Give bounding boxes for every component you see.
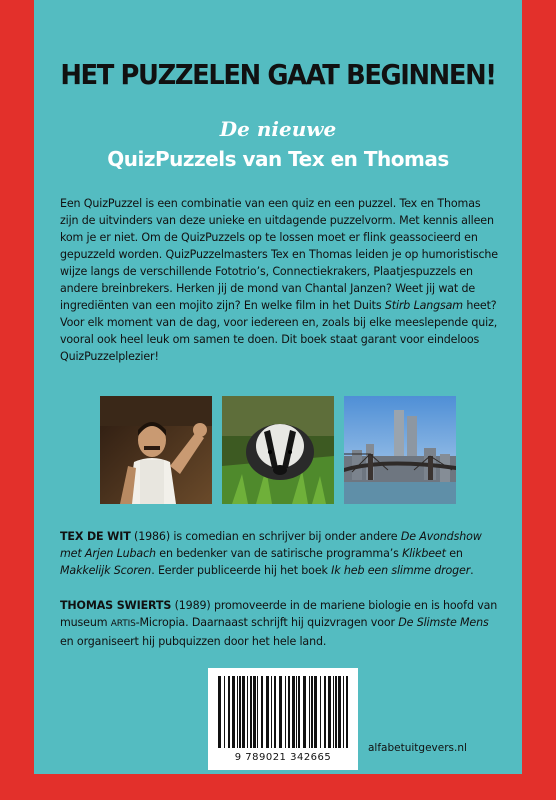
barcode-bar	[346, 676, 348, 748]
barcode-bar	[328, 676, 331, 748]
barcode-bar	[338, 676, 341, 748]
bio-thomas-name: THOMAS SWIERTS	[60, 599, 172, 612]
barcode-bar	[239, 676, 241, 748]
bio-tex-italic-1: De Avondshow met Arjen Lubach	[60, 530, 482, 560]
barcode-bar	[274, 676, 276, 748]
barcode-bar	[224, 676, 225, 748]
barcode-bar	[314, 676, 317, 748]
barcode-bar	[292, 676, 295, 748]
description-part-2: heet? Voor elk moment van de dag, voor iedereen en, zoals bij elke meeslepende quiz, vooral ook heel leuk om samen te doen. Dit boek staat garant voor eindeloos QuizPuzzelplezier!	[60, 299, 498, 363]
barcode-bar	[343, 676, 344, 748]
bio-thomas	[60, 597, 500, 650]
barcode-bar	[335, 676, 337, 748]
barcode-bar	[303, 676, 306, 748]
barcode-bar	[257, 676, 258, 748]
barcode-bar	[296, 676, 297, 748]
barcode-bar	[253, 676, 256, 748]
barcode-bar	[237, 676, 238, 748]
barcode-bar	[250, 676, 252, 748]
bio-tex-text-4: . Eerder publiceerde hij het boek	[151, 564, 332, 577]
barcode-bar	[218, 676, 221, 748]
back-cover-panel	[34, 0, 522, 774]
bio-tex	[60, 528, 500, 579]
bio-tex-text-5: .	[470, 564, 474, 577]
barcode-bar	[285, 676, 286, 748]
barcode-bar	[261, 676, 263, 748]
barcode	[208, 668, 358, 770]
barcode-bar	[271, 676, 272, 748]
bio-tex-text-1: (1986) is comedian en schrijver bij onder andere	[130, 530, 401, 543]
barcode-bar	[279, 676, 282, 748]
bio-thomas-italic-1: De Slimste Mens	[398, 616, 489, 629]
subtitle-line-1: De nieuwe	[219, 117, 337, 141]
bio-thomas-text-1: (1989) promoveerde in de mariene biologie en is hoofd van museum	[60, 599, 498, 629]
bio-tex-italic-2: Klikbeet	[402, 547, 446, 560]
bio-tex-text-2: en bedenker van de satirische programma’s	[155, 547, 403, 560]
bio-tex-text-3: en	[445, 547, 463, 560]
badger-photo	[222, 396, 334, 504]
barcode-bar	[298, 676, 300, 748]
description-part-1: Een QuizPuzzel is een combinatie van een quiz en een puzzel. Tex en Thomas zijn de uitvinders van deze unieke en uitdagende puzzelvorm. Met kennis alleen kom je er niet. Om de QuizPuzzels op te lossen moet er flink geassocieerd en gepuzzeld worden. QuizPuzzelmasters Tex en Thomas leiden je op humoristische wijze langs de verschillende Fototrio’s, Connectiekrakers, Plaatjespuzzels en andere breinbrekers. Herken jij de mond van Chantal Janzen? Weet jij wat de ingrediënten van een mojito zijn? En welke film in het Duits	[60, 197, 498, 312]
barcode-bar	[247, 676, 248, 748]
bio-tex-italic-4: Ik heb een slimme droger	[331, 564, 471, 577]
barcode-bar	[320, 676, 321, 748]
bio-tex-name: TEX DE WIT	[60, 530, 131, 543]
bio-thomas-text-2: -Micropia. Daarnaast schrijft hij quizvragen voor	[135, 616, 399, 629]
description	[60, 195, 500, 365]
barcode-bar	[324, 676, 326, 748]
description-italic: Stirb Langsam	[384, 299, 463, 312]
barcode-bar	[288, 676, 290, 748]
barcode-bar	[266, 676, 269, 748]
skyline-photo	[344, 396, 456, 504]
barcode-bar	[232, 676, 235, 748]
bio-thomas-text-3: en organiseert hij pubquizzen door het hele land.	[60, 635, 327, 648]
barcode-bar	[242, 676, 245, 748]
barcode-bar	[333, 676, 334, 748]
isbn-number: 9 789021 342665	[234, 752, 332, 763]
barcode-bar	[311, 676, 313, 748]
bio-tex-italic-3: Makkelijk Scoren	[60, 564, 152, 577]
subtitle-line-2: QuizPuzzels van Tex en Thomas	[107, 147, 449, 171]
performer-photo	[100, 396, 212, 504]
publisher-url: alfabetuitgevers.nl	[368, 742, 467, 754]
headline: HET PUZZELEN GAAT BEGINNEN!	[60, 58, 496, 91]
barcode-bars	[208, 668, 358, 752]
barcode-bar	[309, 676, 310, 748]
bio-thomas-small-caps: ARTIS	[110, 619, 136, 629]
barcode-bar	[228, 676, 230, 748]
